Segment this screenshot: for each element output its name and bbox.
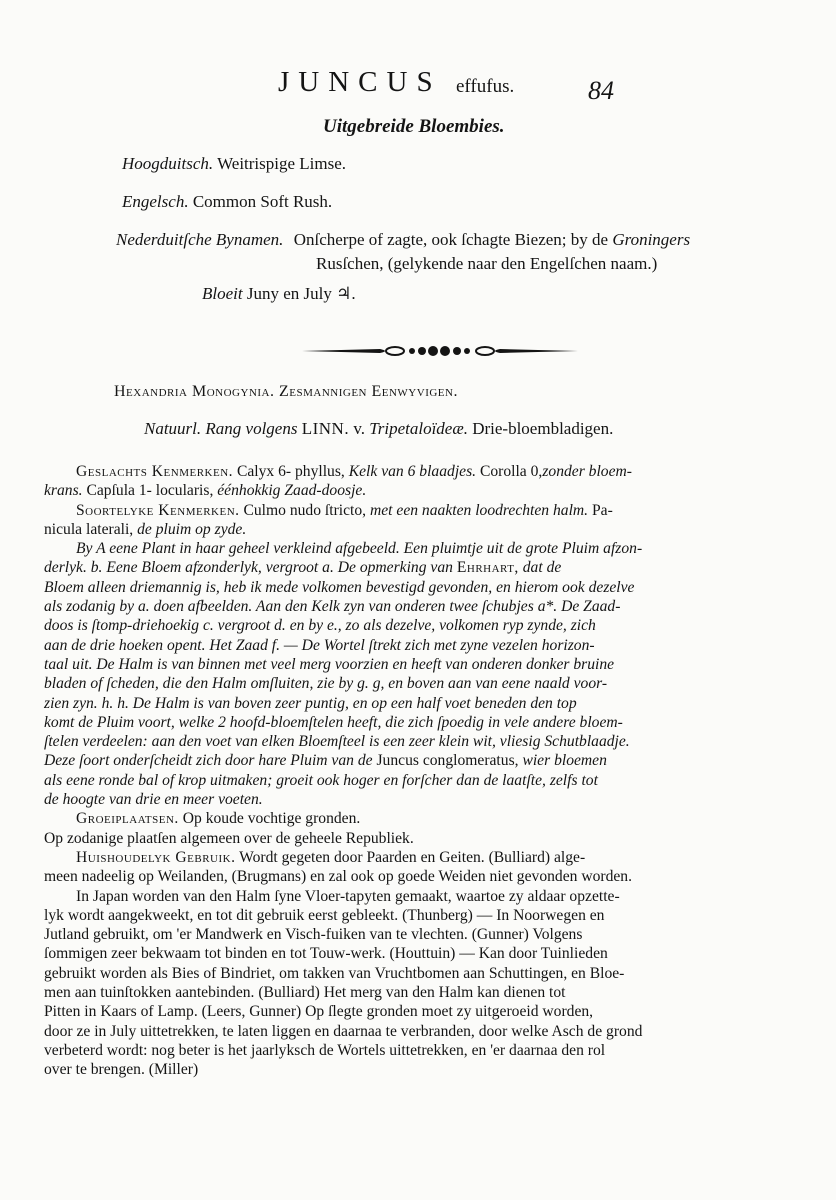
text-line <box>76 462 796 481</box>
text-line <box>44 558 796 577</box>
genus-title: JUNCUS <box>278 66 442 98</box>
divider-left-bar <box>302 349 385 353</box>
german-value: Weitrispige Limse. <box>217 154 347 173</box>
text-line: als eene ronde bal of krop uitmaken; groeit ook hoger en forſcher dan de laatſte, zelfs tot <box>44 771 598 789</box>
text-line: Op zodanige plaatſen algemeen over de geheele Republiek. <box>44 829 414 847</box>
bloom-row <box>202 284 356 304</box>
text-line <box>44 751 796 770</box>
section-label-geslachts: Geslachts Kenmerken. <box>76 463 234 480</box>
english-name-row <box>122 192 332 212</box>
text-line: meen nadeelig op Weilanden, (Brugmans) en zal ook op goede Weiden niet gevonden worden. <box>44 868 632 886</box>
natural-order-row <box>144 419 613 439</box>
text-span: Deze ſoort onderſcheidt zich door hare Pluim van de <box>44 752 373 770</box>
text-span: dat de <box>522 559 562 577</box>
text-span: derlyk. b. Eene Bloem afzonderlyk, vergroot a. De opmerking van <box>44 559 453 577</box>
text-line <box>76 848 796 867</box>
tripetaloideae: Tripetaloïdeæ. <box>369 419 468 438</box>
text-line: de hoogte van drie en meer voeten. <box>44 791 263 809</box>
text-line: komt de Pluim voort, welke 2 hoofd-bloemſtelen heeft, die zich ſpoedig in vele andere bloem- <box>44 713 623 731</box>
text-span: Juncus conglomeratus, <box>376 752 519 770</box>
text-line: taal uit. De Halm is van binnen met veel merg voorzien en heeft van onderen donker bruine <box>44 655 615 673</box>
text-span: zonder bloem- <box>542 463 632 480</box>
text-span: Capſula 1- locularis, <box>86 482 214 500</box>
text-line <box>44 481 796 500</box>
dutch-common-name: Uitgebreide Bloembies. <box>323 116 505 137</box>
text-line: aan de drie hoeken opent. Het Zaad f. — De Wortel ſtrekt zich met zyne vezelen horizon- <box>44 636 595 654</box>
dutch-bynames-label: Nederduitſche Bynamen. <box>116 230 284 249</box>
text-line: bladen of ſcheden, die den Halm omſluiten, zie by g. g, en boven aan van eene naald voor- <box>44 675 608 693</box>
text-line <box>44 520 796 539</box>
v-abbrev: v. <box>353 419 365 438</box>
section-label-huishoudelyk: Huishoudelyk Gebruik. <box>76 848 236 866</box>
text-line: gebruikt worden als Bies of Bindriet, om takken van Vruchtbomen aan Schuttingen, en Bloe- <box>44 964 625 982</box>
text-line: By A eene Plant in haar geheel verkleind afgebeeld. Een pluimtje uit de grote Pluim afzon- <box>76 540 643 558</box>
text-span: Pa- <box>592 501 613 519</box>
text-line: lyk wordt aangekweekt, en tot dit gebruik eerst gebleekt. (Thunberg) — In Noorwegen en <box>44 906 605 924</box>
decorative-divider <box>300 344 580 358</box>
text-line: Pitten in Kaars of Lamp. (Leers, Gunner) Op ſlegte gronden moet zy uitgeroeid worden, <box>44 1003 594 1021</box>
handwritten-page-number: 84 <box>588 76 614 105</box>
section-label-soortelyke: Soortelyke Kenmerken. <box>76 501 240 519</box>
description-text <box>44 462 796 1080</box>
dutch-bynames-value: Onſcherpe of zagte, ook ſchagte Biezen; by de <box>293 230 609 249</box>
divider-beads <box>386 346 494 356</box>
english-label: Engelsch. <box>122 192 189 211</box>
bloom-label: Bloeit <box>202 284 243 303</box>
text-line: ſommigen zeer bekwaam tot binden en tot Touw-werk. (Houttuin) — Kan door Tuinlieden <box>44 945 608 963</box>
text-line: ſtelen verdeelen: aan den voet van elken Bloemſteel is een zeer klein wit, vliesig Schutblaadje. <box>44 733 630 751</box>
text-line: door ze in July uittetrekken, te laten liggen en daarnaa te verbranden, door welke Asch de grond <box>44 1022 643 1040</box>
german-name-row <box>122 154 346 174</box>
dutch-bynames-groningers: Groningers <box>612 230 691 249</box>
drie-bloembladigen: Drie-bloembladigen. <box>472 419 614 438</box>
text-span: de pluim op zyde. <box>137 520 247 538</box>
text-span: Calyx 6- phyllus, <box>236 463 345 480</box>
divider-right-bar <box>495 349 578 353</box>
text-line <box>76 809 796 828</box>
text-span: Op koude vochtige gronden. <box>182 810 361 828</box>
dutch-bynames-continuation: Rusſchen, (gelykende naar den Engelſchen naam.) <box>316 254 658 273</box>
linnaean-class-heading: Hexandria Monogynia. Zesmannigen Eenwyvigen. <box>114 383 458 400</box>
text-line: over te brengen. (Miller) <box>44 1061 199 1079</box>
text-line: doos is ſtomp-driehoekig c. vergroot d. en by e., zo als dezelve, volkomen ryp zynde, zich <box>44 617 596 635</box>
text-span: Ehrhart, <box>456 559 519 577</box>
text-line: verbeterd wordt: nog beter is het jaarlyksch de Wortels uittetrekken, en 'er daarnaa den rol <box>44 1041 606 1059</box>
text-span: nicula laterali, <box>44 520 134 538</box>
section-label-groeiplaatsen: Groeiplaatsen. <box>76 810 179 828</box>
german-label: Hoogduitsch. <box>122 154 214 173</box>
bloom-value: Juny en July ♃. <box>246 284 356 303</box>
text-line: Jutland gebruikt, om 'er Mandwerk en Visch-fuiken van te vlechten. (Gunner) Volgens <box>44 926 583 944</box>
text-span: wier bloemen <box>522 752 607 770</box>
text-line: In Japan worden van den Halm ſyne Vloer-tapyten gemaakt, waartoe zy aldaar opzette- <box>76 887 620 905</box>
text-line: zien zyn. h. h. De Halm is van boven zeer puntig, en op een half voet beneden den top <box>44 694 577 712</box>
text-line <box>76 501 796 520</box>
linn-abbrev: LINN. <box>301 419 350 438</box>
text-line: men aan tuinſtokken aantebinden. (Bulliard) Het merg van den Halm kan dienen tot <box>44 984 566 1002</box>
text-span: Culmo nudo ſtricto, <box>243 501 367 519</box>
species-name: effufus. <box>456 76 515 97</box>
text-span: Kelk van 6 blaadjes. <box>348 463 477 480</box>
english-value: Common Soft Rush. <box>192 192 333 211</box>
text-span: krans. <box>44 482 83 500</box>
text-span: Corolla 0, <box>479 463 543 480</box>
dutch-bynames-row <box>116 230 690 250</box>
text-line: Bloem alleen driemannig is, heb ik mede volkomen bevestigd gevonden, en hierom ook dezelve <box>44 578 635 596</box>
text-span: éénhokkig Zaad-doosje. <box>217 482 367 500</box>
natural-order-label: Natuurl. Rang volgens <box>144 419 298 438</box>
text-span: Wordt gegeten door Paarden en Geiten. (Bulliard) alge- <box>239 848 586 866</box>
text-span: met een naakten loodrechten halm. <box>369 501 589 519</box>
text-line: als zodanig by a. doen afbeelden. Aan den Kelk zyn van onderen twee ſchubjes a*. De Zaad- <box>44 598 621 616</box>
